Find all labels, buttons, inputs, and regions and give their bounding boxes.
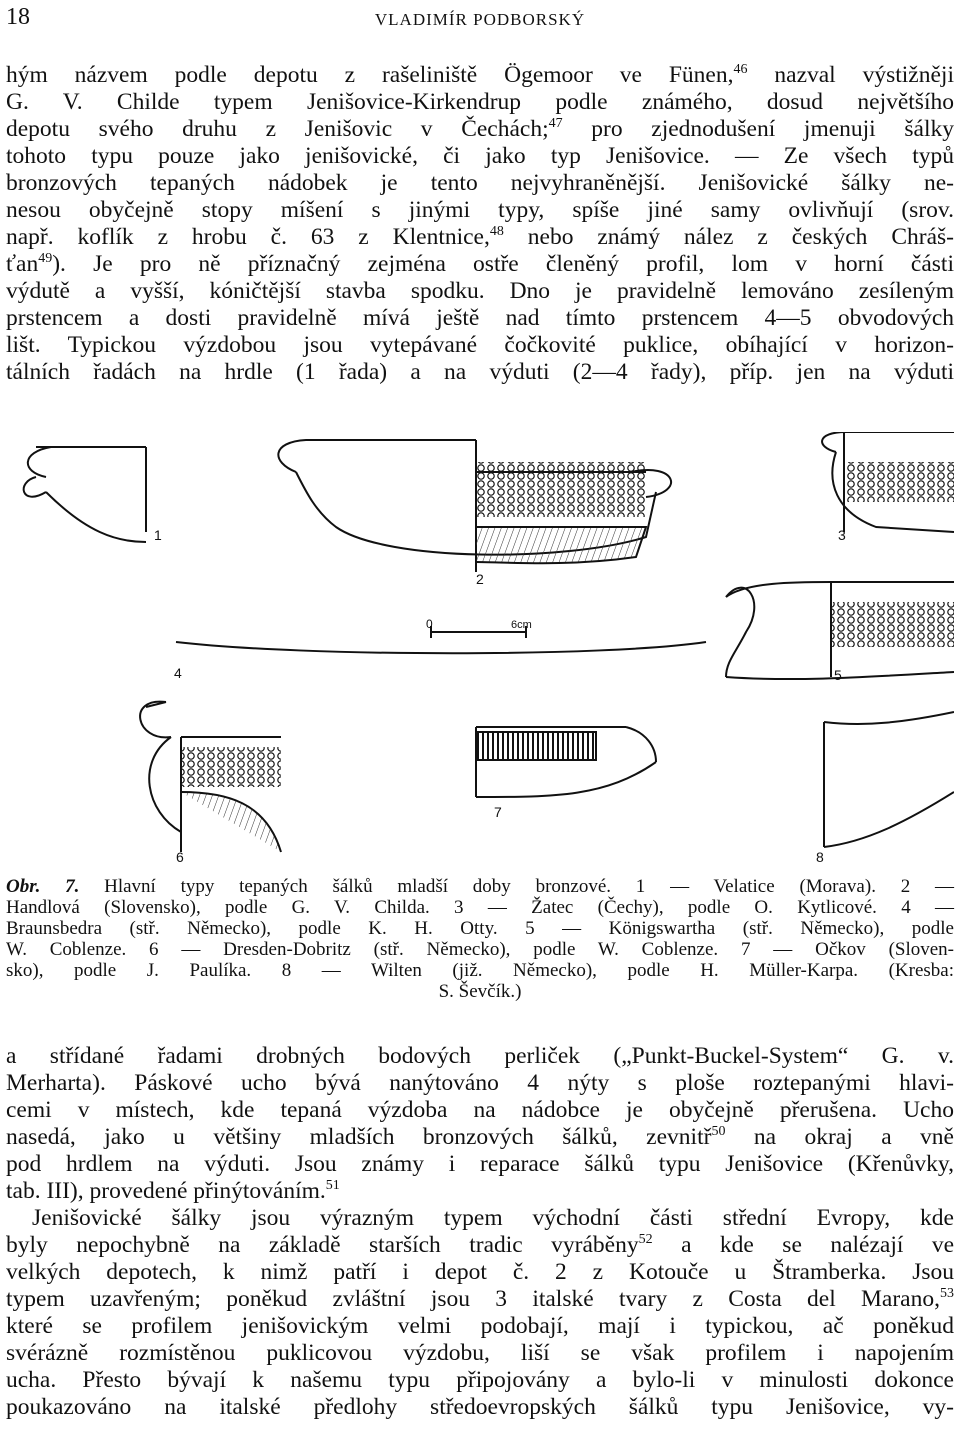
- figure-label-7: 7: [494, 804, 502, 820]
- text-line: ťan$^{49}$). Je pro ně příznačný zejména ostře členěný profil, lom v horní části: [6, 251, 954, 277]
- figure-number: Obr. 7.: [6, 876, 80, 897]
- figure-label-8: 8: [816, 849, 824, 865]
- page-number: 18: [6, 4, 30, 30]
- text-line: Jenišovické šálky jsou výrazným typem východní části střední Evropy, kde: [32, 1205, 954, 1231]
- caption-line: sko), podle J. Paulíka. 8 — Wilten (již. Německo), podle H. Müller-Karpa. (Kresba:: [6, 960, 954, 981]
- cup-1: [24, 447, 146, 542]
- scale-end-label: 6cm: [511, 619, 532, 631]
- text-line: byly nepochybně na základě starších tradic vyráběny$^{52}$ a kde se nalézají ve: [6, 1232, 955, 1258]
- footnote-ref[interactable]: 48: [489, 224, 504, 239]
- text-line: a střídané řadami drobných bodových perliček („Punkt-Buckel-System“ G. v.: [6, 1043, 954, 1069]
- figure-label-6: 6: [176, 849, 184, 865]
- text-line: hým názvem podle depotu z rašeliniště Ögemoor ve Fünen,$^{46}$ nazval výstižněji: [6, 62, 954, 88]
- text-line: velkých depotech, k nimž patří i depot č. 2 z Kotouče u Štramberka. Jsou: [6, 1259, 954, 1285]
- text-line: typem uzavřeným; poněkud zvláštní jsou 3 italské tvary z Costa del Marano,$^{53}$: [6, 1286, 954, 1312]
- running-head: VLADIMÍR PODBORSKÝ: [374, 10, 586, 29]
- text-line: depotu svého druhu z Jenišovic v Čechách;$^{47}$ pro zjednodušení jmenuji šálky: [6, 116, 954, 142]
- text-line: které se profilem jenišovickým velmi podobají, mají i typickou, ač poněkud: [6, 1313, 954, 1339]
- caption-line: Braunsbedra (stř. Německo), podle K. H. Otty. 5 — Königswartha (stř. Německo), podle: [6, 918, 954, 939]
- footnote-ref[interactable]: 49: [38, 251, 53, 266]
- footnote-ref[interactable]: 46: [733, 62, 748, 77]
- cup-8: [824, 712, 954, 847]
- text-line: výdutě a vyšší, kóničtější stavba spodku. Dno je pravidelně lemováno zesíleným: [6, 278, 954, 304]
- caption-credit: S. Ševčík.): [438, 981, 522, 1002]
- text-line: např. koflík z hrobu č. 63 z Klentnice,$^{48}$ nebo známý nález z českých Chráš-: [6, 224, 954, 250]
- figure-label-2: 2: [476, 571, 484, 587]
- cup-2: [278, 440, 671, 572]
- caption-line: W. Coblenze. 6 — Dresden-Dobritz (stř. Německo), podle W. Coblenze. 7 — Očkov (Sloven-: [6, 939, 954, 960]
- text-line: cemi v místech, kde tepaná výzdoba na nádobce je obyčejně přerušena. Ucho: [6, 1097, 954, 1123]
- figure-label-3: 3: [838, 527, 846, 543]
- text-line: prstencem a dosti pravidelně mívá ještě nad tímto prstencem 4—5 obvodových: [6, 305, 954, 331]
- scale-start-label: 0: [426, 617, 433, 631]
- text-line: G. V. Childe typem Jenišovice-Kirkendrup podle známého, dosud největšího: [6, 89, 954, 115]
- caption-line: Handlová (Slovensko), podle G. V. Childa. 3 — Žatec (Čechy), podle O. Kytlicové. 4 —: [6, 897, 954, 918]
- footnote-ref[interactable]: 47: [548, 116, 563, 131]
- text-line: ucha. Přesto bývají k našemu typu připojovány a bylo-li v minulosti dokonce: [6, 1367, 954, 1393]
- text-line: tálních řadách na hrdle (1 řada) a na výduti (2—4 řady), příp. jen na výduti: [6, 359, 954, 385]
- text-line: Merharta). Páskové ucho bývá nanýtováno 4 nýty s ploše roztepanými hlavi-: [6, 1070, 954, 1096]
- cup-5: [726, 582, 954, 679]
- cup-7: [476, 727, 656, 797]
- footnote-ref[interactable]: 50: [711, 1124, 726, 1139]
- caption-line: Obr. 7. Hlavní typy tepaných šálků mladší doby bronzové. 1 — Velatice (Morava). 2 —: [6, 876, 954, 897]
- cups-drawing: [6, 432, 954, 872]
- figure-label-1: 1: [154, 527, 162, 543]
- cup-4: [176, 642, 706, 653]
- text-line: tab. III), provedené přinýtováním.$^{51}$: [6, 1178, 340, 1204]
- text-line: tohoto typu pouze jako jenišovické, či jako typ Jenišovice. — Ze všech typů: [6, 143, 954, 169]
- cup-3: [822, 432, 954, 532]
- text-line: svérázně rozmístěnou puklicovou výzdobu, liší se však profilem i napojením: [6, 1340, 954, 1366]
- figure-label-4: 4: [174, 665, 182, 681]
- footnote-ref[interactable]: 52: [638, 1232, 653, 1247]
- text-line: poukazováno na italské předlohy středoevropských šálků typu Jenišovice, vy-: [6, 1394, 954, 1420]
- figure-label-5: 5: [834, 667, 842, 683]
- figure-caption: [6, 876, 954, 1002]
- text-line: lišt. Typickou výzdobou jsou vytepávané čočkovité puklice, obíhající v horizon-: [6, 332, 954, 358]
- page-header: [6, 4, 954, 34]
- text-line: bronzových tepaných nádobek je tento nejvyhraněnější. Jenišovické šálky ne-: [6, 170, 954, 196]
- text-line: nesou obyčejně stopy míšení s jinými typy, spíše jiné samy ovlivňují (srov.: [6, 197, 954, 223]
- figure-cups: [6, 432, 954, 872]
- cup-6: [140, 702, 281, 852]
- text-line: nasedá, jako u většiny mladších bronzových šálků, zevnitř$^{50}$ na okraj a vně: [6, 1124, 954, 1150]
- footnote-ref[interactable]: 51: [325, 1178, 340, 1193]
- text-line: pod hrdlem na výduti. Jsou známy i reparace šálků typu Jenišovice (Křenůvky,: [6, 1151, 954, 1177]
- footnote-ref[interactable]: 53: [940, 1286, 954, 1301]
